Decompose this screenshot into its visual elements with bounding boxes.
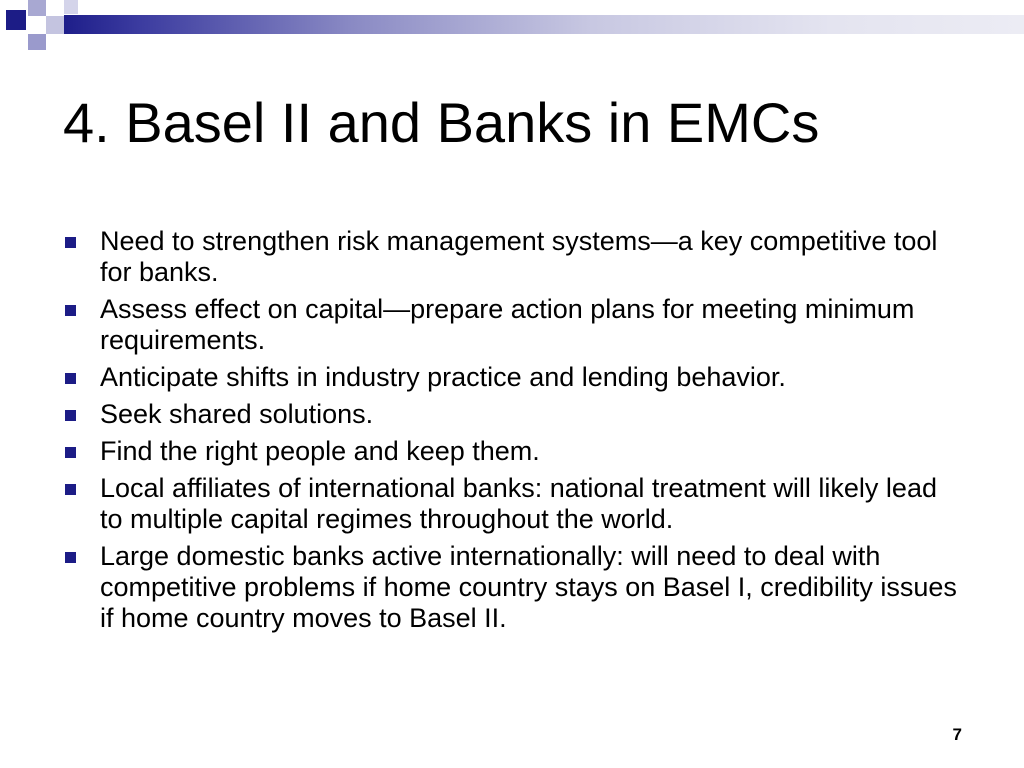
bullet-item [62, 541, 962, 634]
slide-title: 4. Basel II and Banks in EMCs [63, 91, 820, 154]
bullet-list [62, 226, 962, 640]
bullet-item [62, 436, 962, 467]
bullet-text: Local affiliates of international banks: national treatment will likely lead to multiple capital regimes throughout the world. [100, 473, 937, 534]
square-bullet-icon [65, 410, 76, 421]
square-bullet-icon [65, 373, 76, 384]
bullet-text: Need to strengthen risk management systems—a key competitive tool for banks. [100, 226, 938, 287]
square-bullet-icon [65, 447, 76, 458]
bullet-item [62, 226, 962, 288]
bullet-item [62, 294, 962, 356]
bullet-text: Find the right people and keep them. [100, 436, 540, 466]
bullet-text: Large domestic banks active internationally: will need to deal with competitive problems if home country stays on Basel I, credibility issues if home country moves to Basel II. [100, 541, 957, 633]
bullet-item [62, 362, 962, 393]
decorative-square [46, 16, 64, 34]
decorative-square [28, 0, 46, 16]
bullet-item [62, 473, 962, 535]
square-bullet-icon [65, 552, 76, 563]
square-bullet-icon [65, 237, 76, 248]
square-bullet-icon [65, 305, 76, 316]
square-bullet-icon [65, 484, 76, 495]
bullet-text: Anticipate shifts in industry practice and lending behavior. [100, 362, 786, 392]
bullet-text: Assess effect on capital—prepare action plans for meeting minimum requirements. [100, 294, 915, 355]
banner-gradient-bar [64, 15, 1024, 34]
decorative-square [64, 0, 78, 14]
decorative-square [6, 10, 26, 30]
bullet-item [62, 399, 962, 430]
page-number: 7 [952, 725, 962, 744]
decorative-banner [0, 0, 1024, 40]
bullet-text: Seek shared solutions. [100, 399, 374, 429]
decorative-square [28, 34, 46, 50]
